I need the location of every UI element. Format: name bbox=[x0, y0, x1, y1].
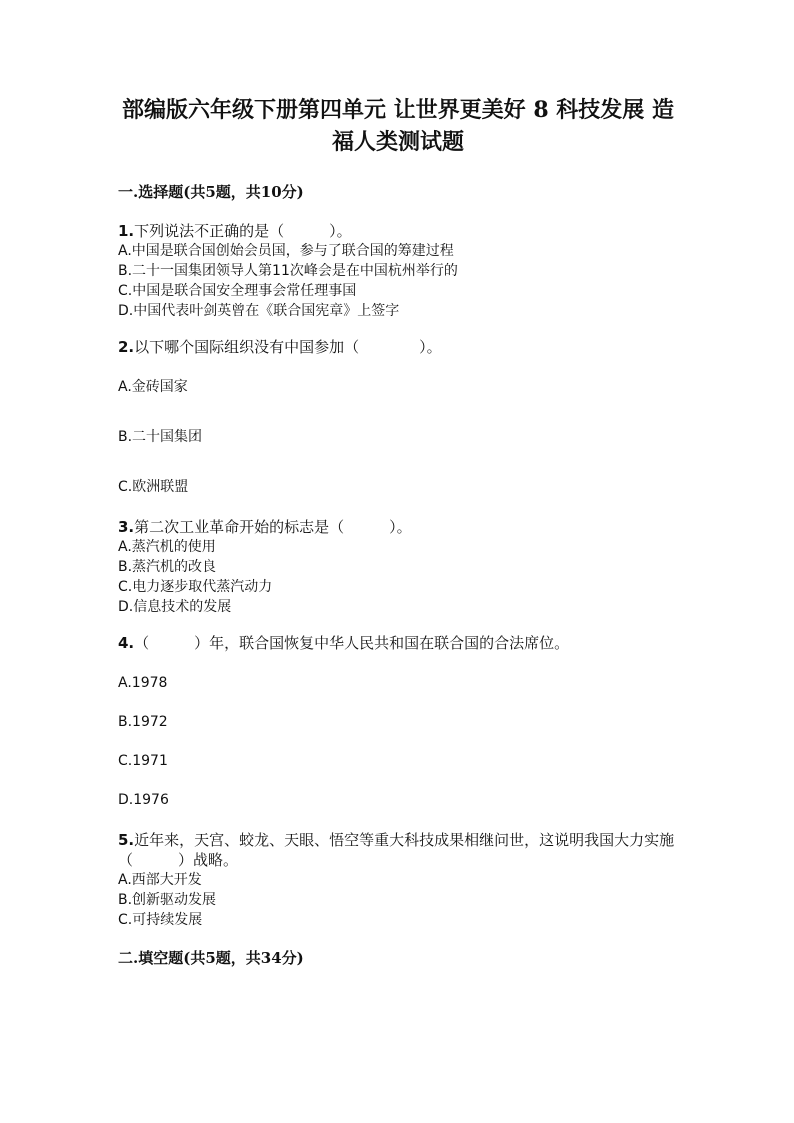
option-b: B.二十国集团 bbox=[118, 429, 203, 445]
question-number: 4. bbox=[118, 634, 135, 652]
question-number: 3. bbox=[118, 518, 135, 536]
question-stem bbox=[118, 337, 678, 357]
question-stem bbox=[118, 221, 678, 241]
option-a: A.中国是联合国创始会员国，参与了联合国的筹建过程 bbox=[118, 243, 454, 259]
option-c: C.欧洲联盟 bbox=[118, 479, 189, 495]
option-b: B.二十一国集团领导人第11次峰会是在中国杭州举行的 bbox=[118, 263, 458, 279]
option-list bbox=[118, 537, 678, 617]
question-text: 以下哪个国际组织没有中国参加（ ）。 bbox=[134, 338, 442, 356]
option-c: C.可持续发展 bbox=[118, 912, 203, 928]
option-a: A.金砖国家 bbox=[118, 379, 188, 395]
option-b: B.创新驱动发展 bbox=[118, 892, 217, 908]
question-5 bbox=[118, 830, 678, 930]
option-list bbox=[118, 673, 678, 810]
question-text: 近年来，天宫、蛟龙、天眼、悟空等重大科技成果相继问世，这说明我国大力实施（ ）战略。 bbox=[118, 831, 675, 869]
question-stem bbox=[118, 830, 678, 870]
option-c: C.中国是联合国安全理事会常任理事国 bbox=[118, 283, 357, 299]
option-a: A.1978 bbox=[118, 675, 168, 691]
option-list bbox=[118, 377, 678, 497]
question-number: 2. bbox=[118, 338, 135, 356]
option-a: A.西部大开发 bbox=[118, 872, 202, 888]
question-4 bbox=[118, 633, 678, 810]
question-2 bbox=[118, 337, 678, 497]
option-c: C.电力逐步取代蒸汽动力 bbox=[118, 579, 273, 595]
option-d: D.中国代表叶剑英曾在《联合国宪章》上签字 bbox=[118, 303, 400, 319]
question-3 bbox=[118, 517, 678, 617]
option-list bbox=[118, 241, 678, 321]
section-heading-fill-blank: 二.填空题(共5题，共34分) bbox=[118, 949, 304, 967]
worksheet-page bbox=[118, 94, 678, 987]
option-d: D.1976 bbox=[118, 792, 169, 808]
question-text: 第二次工业革命开始的标志是（ ）。 bbox=[134, 518, 412, 536]
question-stem bbox=[118, 633, 678, 653]
option-a: A.蒸汽机的使用 bbox=[118, 539, 216, 555]
question-number: 5. bbox=[118, 831, 135, 849]
option-d: D.信息技术的发展 bbox=[118, 599, 232, 615]
question-text: 下列说法不正确的是（ ）。 bbox=[134, 222, 352, 240]
option-b: B.蒸汽机的改良 bbox=[118, 559, 217, 575]
section-heading-choice: 一.选择题(共5题，共10分) bbox=[118, 183, 304, 201]
option-c: C.1971 bbox=[118, 753, 168, 769]
question-text: （ ）年，联合国恢复中华人民共和国在联合国的合法席位。 bbox=[134, 634, 570, 652]
option-list bbox=[118, 870, 678, 930]
question-number: 1. bbox=[118, 222, 135, 240]
page-title: 部编版六年级下册第四单元 让世界更美好 8 科技发展 造福人类测试题 bbox=[122, 97, 674, 155]
option-b: B.1972 bbox=[118, 714, 168, 730]
question-1 bbox=[118, 221, 678, 321]
question-stem bbox=[118, 517, 678, 537]
